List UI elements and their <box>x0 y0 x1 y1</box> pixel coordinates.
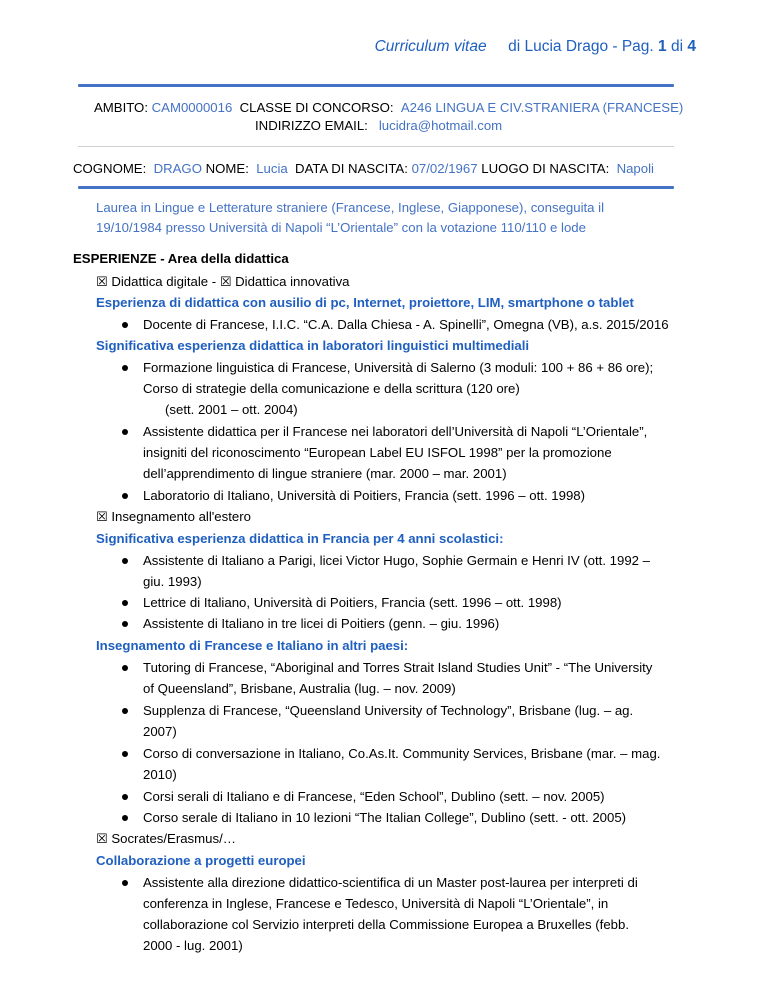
item-fr-1b: giu. 1993) <box>143 574 202 589</box>
check-line-socrates <box>96 830 236 849</box>
item-al-1a: Tutoring di Francese, “Aboriginal and Torres Strait Island Studies Unit” - “The University <box>143 660 653 675</box>
item-lab-2a: Assistente didattica per il Francese nei laboratori dell’Università di Napoli “L’Orientale”, <box>143 424 648 439</box>
header-of: di <box>670 38 684 55</box>
rule-top <box>78 84 674 87</box>
item-lab-1a: Formazione linguistica di Francese, Università di Salerno (3 moduli: 100 + 86 + 86 ore); <box>143 360 654 375</box>
bullet-icon <box>122 600 128 606</box>
check-innovativa: Didattica innovativa <box>235 274 350 289</box>
luogo-value: Napoli <box>616 161 654 176</box>
nome-label: NOME: <box>205 161 249 176</box>
checkbox-icon: ☒ <box>96 510 108 525</box>
item-fr-1a: Assistente di Italiano a Parigi, licei Victor Hugo, Sophie Germain e Henri IV (ott. 1992 – <box>143 553 651 568</box>
item-al-5: Corso serale di Italiano in 10 lezioni “The Italian College”, Dublino (sett. - ott. 2005) <box>143 810 627 825</box>
check-line-didattica <box>96 273 350 292</box>
laurea-line-1: Laurea in Lingue e Letterature straniere (Francese, Inglese, Giapponese), conseguita il <box>96 200 605 215</box>
bullet-icon <box>122 365 128 371</box>
classe-label: CLASSE DI CONCORSO: <box>239 100 394 115</box>
bullet-icon <box>122 493 128 499</box>
check-digitale: Didattica digitale - <box>111 274 220 289</box>
item-lab-1c: (sett. 2001 – ott. 2004) <box>165 402 298 417</box>
nascita-label: DATA DI NASCITA: <box>295 161 408 176</box>
section-pc: Esperienza di didattica con ausilio di pc, Internet, proiettore, LIM, smartphone o tablet <box>96 295 634 310</box>
email-label: INDIRIZZO EMAIL: <box>255 118 368 133</box>
ambito-value: CAM0000016 <box>151 100 233 115</box>
nome-value: Lucia <box>256 161 288 176</box>
item-lab-2b: insigniti del riconoscimento “European Label EU ISFOL 1998” per la promozione <box>143 445 612 460</box>
item-lab-3: Laboratorio di Italiano, Università di Poitiers, Francia (sett. 1996 – ott. 1998) <box>143 488 586 503</box>
item-eu-1d: 2000 - lug. 2001) <box>143 938 243 953</box>
classe-value: A246 LINGUA E CIV.STRANIERA (FRANCESE) <box>400 100 684 115</box>
check-estero: Insegnamento all'estero <box>111 509 251 524</box>
section-francia: Significativa esperienza didattica in Francia per 4 anni scolastici: <box>96 531 504 546</box>
ambito-label: AMBITO: <box>94 100 148 115</box>
nascita-value: 07/02/1967 <box>411 161 478 176</box>
page-header <box>375 38 696 56</box>
section-europei: Collaborazione a progetti europei <box>96 853 306 868</box>
bullet-icon <box>122 708 128 714</box>
header-author: di Lucia Drago - Pag. <box>508 38 654 55</box>
cognome-value: DRAGO <box>153 161 202 176</box>
personal-line <box>73 160 654 178</box>
header-cv: Curriculum vitae <box>374 38 487 55</box>
item-al-1b: of Queensland”, Brisbane, Australia (lug. – nov. 2009) <box>143 681 456 696</box>
bullet-icon <box>122 665 128 671</box>
rule-bottom <box>78 186 674 189</box>
bullet-icon <box>122 621 128 627</box>
checkbox-icon: ☒ <box>96 832 108 847</box>
item-fr-3: Assistente di Italiano in tre licei di Poitiers (genn. – giu. 1996) <box>143 616 500 631</box>
item-al-4: Corsi serali di Italiano e di Francese, “Eden School”, Dublino (sett. – nov. 2005) <box>143 789 605 804</box>
item-al-3a: Corso di conversazione in Italiano, Co.As.It. Community Services, Brisbane (mar. – mag. <box>143 746 661 761</box>
item-fr-2: Lettrice di Italiano, Università di Poitiers, Francia (sett. 1996 – ott. 1998) <box>143 595 562 610</box>
section-altri: Insegnamento di Francese e Italiano in altri paesi: <box>96 638 409 653</box>
bullet-icon <box>122 429 128 435</box>
item-eu-1c: collaborazione col Servizio interpreti della Commissione Europea a Bruxelles (febb. <box>143 917 629 932</box>
checkbox-icon: ☒ <box>219 275 232 290</box>
item-al-2a: Supplenza di Francese, “Queensland University of Technology”, Brisbane (lug. – ag. <box>143 703 634 718</box>
bullet-icon <box>122 751 128 757</box>
section-lab: Significativa esperienza didattica in laboratori linguistici multimediali <box>96 338 530 353</box>
header-page: 1 <box>658 38 667 55</box>
checkbox-icon: ☒ <box>96 275 108 290</box>
luogo-label: LUOGO DI NASCITA: <box>481 161 610 176</box>
check-line-estero <box>96 508 251 527</box>
header-pages: 4 <box>687 38 696 55</box>
bullet-icon <box>122 558 128 564</box>
cognome-label: COGNOME: <box>73 161 147 176</box>
item-lab-2c: dell’apprendimento di lingue straniere (mar. 2000 – mar. 2001) <box>143 466 507 481</box>
bullet-icon <box>122 880 128 886</box>
item-al-3b: 2010) <box>143 767 177 782</box>
check-socrates: Socrates/Erasmus/… <box>111 831 236 846</box>
email-line <box>255 117 502 135</box>
laurea-line-2: 19/10/1984 presso Università di Napoli “L’Orientale” con la votazione 110/110 e lode <box>96 220 586 235</box>
bullet-icon <box>122 322 128 328</box>
item-lab-1b: Corso di strategie della comunicazione e della scrittura (120 ore) <box>143 381 520 396</box>
email-value: lucidra@hotmail.com <box>378 118 503 133</box>
esperienze-title: ESPERIENZE - Area della didattica <box>73 251 289 266</box>
bullet-icon <box>122 815 128 821</box>
item-eu-1b: conferenza in Inglese, Francese e Tedesco, Università di Napoli “L’Orientale”, in <box>143 896 609 911</box>
item-eu-1a: Assistente alla direzione didattico-scientifica di un Master post-laurea per interpreti di <box>143 875 638 890</box>
rule-mid <box>78 146 674 147</box>
item-pc-1: Docente di Francese, I.I.C. “C.A. Dalla Chiesa - A. Spinelli”, Omegna (VB), a.s. 2015/2016 <box>143 317 669 332</box>
ambito-line <box>94 99 683 117</box>
item-al-2b: 2007) <box>143 724 177 739</box>
bullet-icon <box>122 794 128 800</box>
